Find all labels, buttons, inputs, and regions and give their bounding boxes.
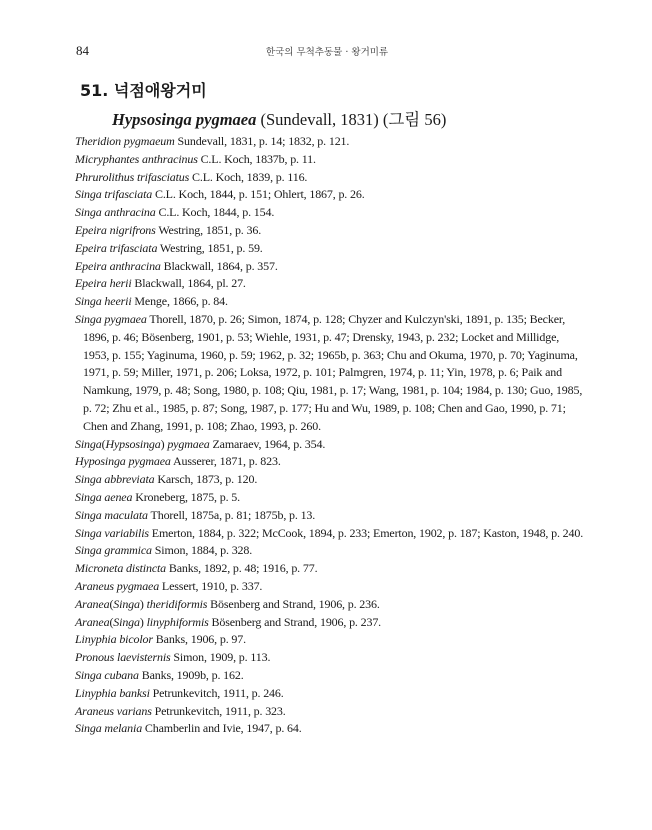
taxon-name: Araneus varians [75,703,152,718]
citation: Blackwall, 1864, p. 357. [160,258,278,273]
taxon-name: Micryphantes anthracinus [75,151,198,166]
taxon-name: Singa heerii [75,294,132,309]
synonym-entry [75,525,585,543]
citation: Karsch, 1873, p. 120. [154,472,258,487]
taxon-name: Theridion pygmaeum [75,134,175,148]
synonym-entry [75,542,585,560]
taxon-name: Phrurolithus trifasciatus [75,169,190,184]
synonym-entry [75,560,585,578]
page-number: 84 [76,43,89,58]
synonym-entry [75,667,585,685]
citation: Petrunkevitch, 1911, p. 246. [149,685,284,700]
scientific-name: Hypsosinga pygmaea [112,110,257,129]
taxon-name: Aranea [75,614,110,629]
synonym-entry [75,453,585,471]
synonym-entry [75,703,585,721]
taxon-name: Epeira trifasciata [75,240,158,255]
taxon-name: Singa anthracina [75,205,156,220]
citation: Petrunkevitch, 1911, p. 323. [151,703,286,718]
citation: Menge, 1866, p. 84. [131,294,228,309]
taxon-name: Araneus pygmaea [75,578,160,593]
synonym-entry [75,614,585,632]
synonym-entry [75,204,585,222]
citation: Emerton, 1884, p. 322; McCook, 1894, p. 233; Emerton, 1902, p. 187; Kaston, 1948, p. 240. [148,525,584,540]
taxon-name: Singa melania [75,721,143,736]
species-heading [80,78,446,130]
taxon-name: Epeira herii [75,276,132,291]
taxon-name: Epeira nigrifrons [75,222,156,237]
synonym-entry [75,471,585,489]
taxon-name: Linyphia banksi [75,685,150,700]
running-title: 한국의 무척추동물 · 왕거미류 [265,47,389,58]
citation: Thorell, 1875a, p. 81; 1875b, p. 13. [147,507,316,522]
taxon-name: Microneta distincta [75,561,167,576]
citation: C.L. Koch, 1844, p. 151; Ohlert, 1867, p. 26. [152,187,365,202]
citation: C.L. Koch, 1839, p. 116. [189,169,308,184]
synonym-entry [75,311,585,436]
citation: Banks, 1892, p. 48; 1916, p. 77. [166,561,318,576]
synonym-entry [75,240,585,258]
synonym-entry [75,489,585,507]
synonym-entry [75,720,585,738]
synonym-entry [75,578,585,596]
taxon-name: Singa abbreviata [75,472,155,487]
citation: Lessert, 1910, p. 337. [159,578,263,593]
citation: Simon, 1884, p. 328. [151,543,253,558]
taxon-name: Singa variabilis [75,525,149,540]
synonym-entry [75,436,585,454]
subgenus: (Hypsosinga) [101,436,165,451]
taxon-name: Linyphia bicolor [75,632,153,647]
synonym-entry [75,133,585,151]
subgenus: (Singa) [109,614,144,629]
taxon-name: Singa cubana [75,667,139,682]
taxon-name: Epeira anthracina [75,258,161,273]
taxon-name: Singa aenea [75,489,133,504]
taxon-name: Singa [75,436,102,451]
synonym-entry [75,186,585,204]
citation: C.L. Koch, 1844, p. 154. [155,205,275,220]
synonym-entry [75,293,585,311]
synonym-entry [75,685,585,703]
citation: Chamberlin and Ivie, 1947, p. 64. [142,721,302,736]
citation: Westring, 1851, p. 36. [155,222,262,237]
taxon-name: Singa maculata [75,507,148,522]
subgenus: (Singa) [109,596,144,611]
taxon-epithet: pygmaea [164,436,210,451]
synonym-list [75,133,585,738]
taxon-name: Singa pygmaea [75,311,147,326]
synonym-entry [75,275,585,293]
citation: Banks, 1906, p. 97. [152,632,246,647]
synonym-entry [75,596,585,614]
citation: Bösenberg and Strand, 1906, p. 237. [208,614,382,629]
taxon-epithet: theridiformis [143,596,208,611]
citation: Sundevall, 1831, p. 14; 1832, p. 121. [174,134,350,148]
page-header [76,43,578,59]
synonym-entry [75,222,585,240]
citation: Ausserer, 1871, p. 823. [170,454,281,469]
synonym-entry [75,258,585,276]
species-number: 51. [80,81,109,100]
citation: Blackwall, 1864, pl. 27. [131,276,246,291]
taxon-name: Aranea [75,596,110,611]
authority: (Sundevall, 1831) (그림 56) [256,110,447,129]
citation: Simon, 1909, p. 113. [170,650,271,665]
synonym-entry [75,631,585,649]
synonym-entry [75,649,585,667]
citation: Thorell, 1870, p. 26; Simon, 1874, p. 128; Chyzer and Kulczyn'ski, 1891, p. 135; Becker, 1896, p. 46; Bösenberg, 1901, p. 53; Wiehle, 1931, p. 47; Drensky, 1943, p. 232; Locket and Millidge, 1953, p. 155; Yaginuma, 1960, p. 59; 1962, p. 32; 1965b, p. 363; Chu and Okuma, 1970, p. 70; Yaginuma, 1971, p. 59; Miller, 1971, p. 206; Loksa, 1972, p. 101; Palmgren, 1974, p. 11; Yin, 1978, p. 6; Paik and Namkung, 1979, p. 48; Song, 1980, p. 108; Qiu, 1981, p. 17; Wang, 1981, p. 104; 1984, p. 130; Guo, 1985, p. 72; Zhu et al., 1985, p. 87; Song, 1987, p. 177; Hu and Wu, 1989, p. 108; Chen and Gao, 1990, p. 71; Chen and Zhang, 1991, p. 108; Zhao, 1993, p. 260. [83,311,583,433]
citation: Banks, 1909b, p. 162. [138,667,244,682]
citation: C.L. Koch, 1837b, p. 11. [197,151,316,166]
synonym-entry [75,507,585,525]
citation: Bösenberg and Strand, 1906, p. 236. [207,596,380,611]
taxon-name: Pronous laevisternis [75,650,171,665]
korean-name: 넉점애왕거미 [113,81,207,100]
citation: Westring, 1851, p. 59. [157,240,263,255]
citation: Zamaraev, 1964, p. 354. [209,436,326,451]
synonym-entry [75,169,585,187]
taxon-name: Singa trifasciata [75,187,153,202]
taxon-epithet: linyphiformis [143,614,209,629]
taxon-name: Singa grammica [75,543,152,558]
citation: Kroneberg, 1875, p. 5. [132,489,240,504]
synonym-entry [75,151,585,169]
taxon-name: Hyposinga pygmaea [75,454,171,469]
